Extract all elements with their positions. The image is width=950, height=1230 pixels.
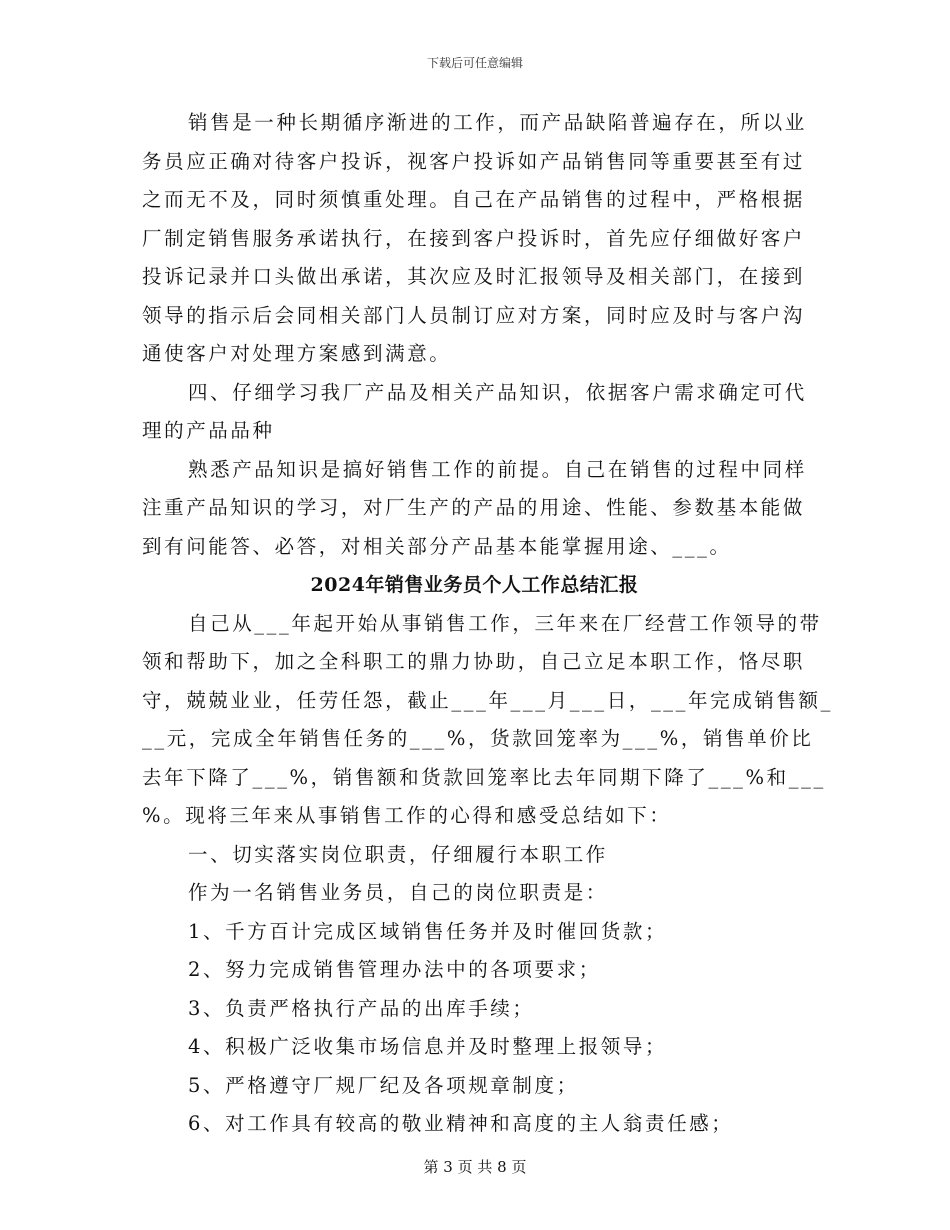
paragraph-line: 领导的指示后会同相关部门人员制订应对方案，同时应及时与客户沟	[142, 303, 806, 327]
list-item: 2、努力完成销售管理办法中的各项要求；	[188, 958, 601, 981]
document-title: 2024年销售业务员个人工作总结汇报	[310, 574, 639, 596]
paragraph-line: 销售是一种长期循序渐进的工作，而产品缺陷普遍存在，所以业	[188, 111, 807, 134]
paragraph-line: 之而无不及，同时须慎重处理。自己在产品销售的过程中，严格根据	[142, 188, 806, 211]
list-item: 4、积极广泛收集市场信息并及时整理上报领导；	[188, 1035, 668, 1058]
list-item: 3、负责严格执行产品的出库手续；	[188, 996, 535, 1020]
paragraph-line: %。现将三年来从事销售工作的心得和感受总结如下：	[142, 804, 672, 827]
list-item: 1、千方百计完成区域销售任务并及时催回货款；	[188, 919, 668, 943]
list-item: 5、严格遵守厂规厂纪及各项规章制度；	[188, 1073, 579, 1097]
paragraph-line: 厂制定销售服务承诺执行，在接到客户投诉时，首先应仔细做好客户	[142, 226, 806, 250]
paragraph-line: 去年下降了___%，销售额和货款回笼率比去年同期下降了___%和___	[142, 765, 826, 789]
page-header: 下载后可任意编辑	[426, 56, 523, 70]
document-body	[142, 104, 833, 1144]
paragraph-line: 通使客户对处理方案感到满意。	[142, 342, 452, 365]
paragraph-line: 到有问能答、必答，对相关部分产品基本能掌握用途、___。	[142, 534, 732, 558]
section-heading-line: 一、切实落实岗位职责，仔细履行本职工作	[188, 842, 608, 866]
paragraph-line: 守，兢兢业业，任劳任怨，截止___年___月___日，___年完成销售额_	[142, 688, 833, 712]
paragraph-line: 注重产品知识的学习，对厂生产的产品的用途、性能、参数基本能做	[142, 496, 806, 519]
paragraph-line: 投诉记录并口头做出承诺，其次应及时汇报领导及相关部门，在接到	[142, 265, 806, 288]
page-footer: 第 3 页 共 8 页	[423, 1158, 527, 1176]
paragraph-line: 领和帮助下，加之全科职工的鼎力协助，自己立足本职工作，恪尽职	[142, 650, 806, 673]
paragraph-line: 自己从___年起开始从事销售工作，三年来在厂经营工作领导的带	[188, 611, 822, 635]
section-heading-line: 理的产品品种	[142, 419, 275, 442]
section-heading-line: 四、仔细学习我厂产品及相关产品知识，依据客户需求确定可代	[188, 380, 807, 404]
paragraph-line: 熟悉产品知识是搞好销售工作的前提。自己在销售的过程中同样	[188, 457, 807, 481]
paragraph-line: __元，完成全年销售任务的___%，货款回笼率为___%，销售单价比	[142, 727, 814, 750]
list-item: 6、对工作具有较高的敬业精神和高度的主人翁责任感；	[188, 1112, 734, 1135]
paragraph-line: 务员应正确对待客户投诉，视客户投诉如产品销售同等重要甚至有过	[142, 149, 806, 173]
paragraph-line: 作为一名销售业务员，自己的岗位职责是：	[188, 881, 608, 904]
